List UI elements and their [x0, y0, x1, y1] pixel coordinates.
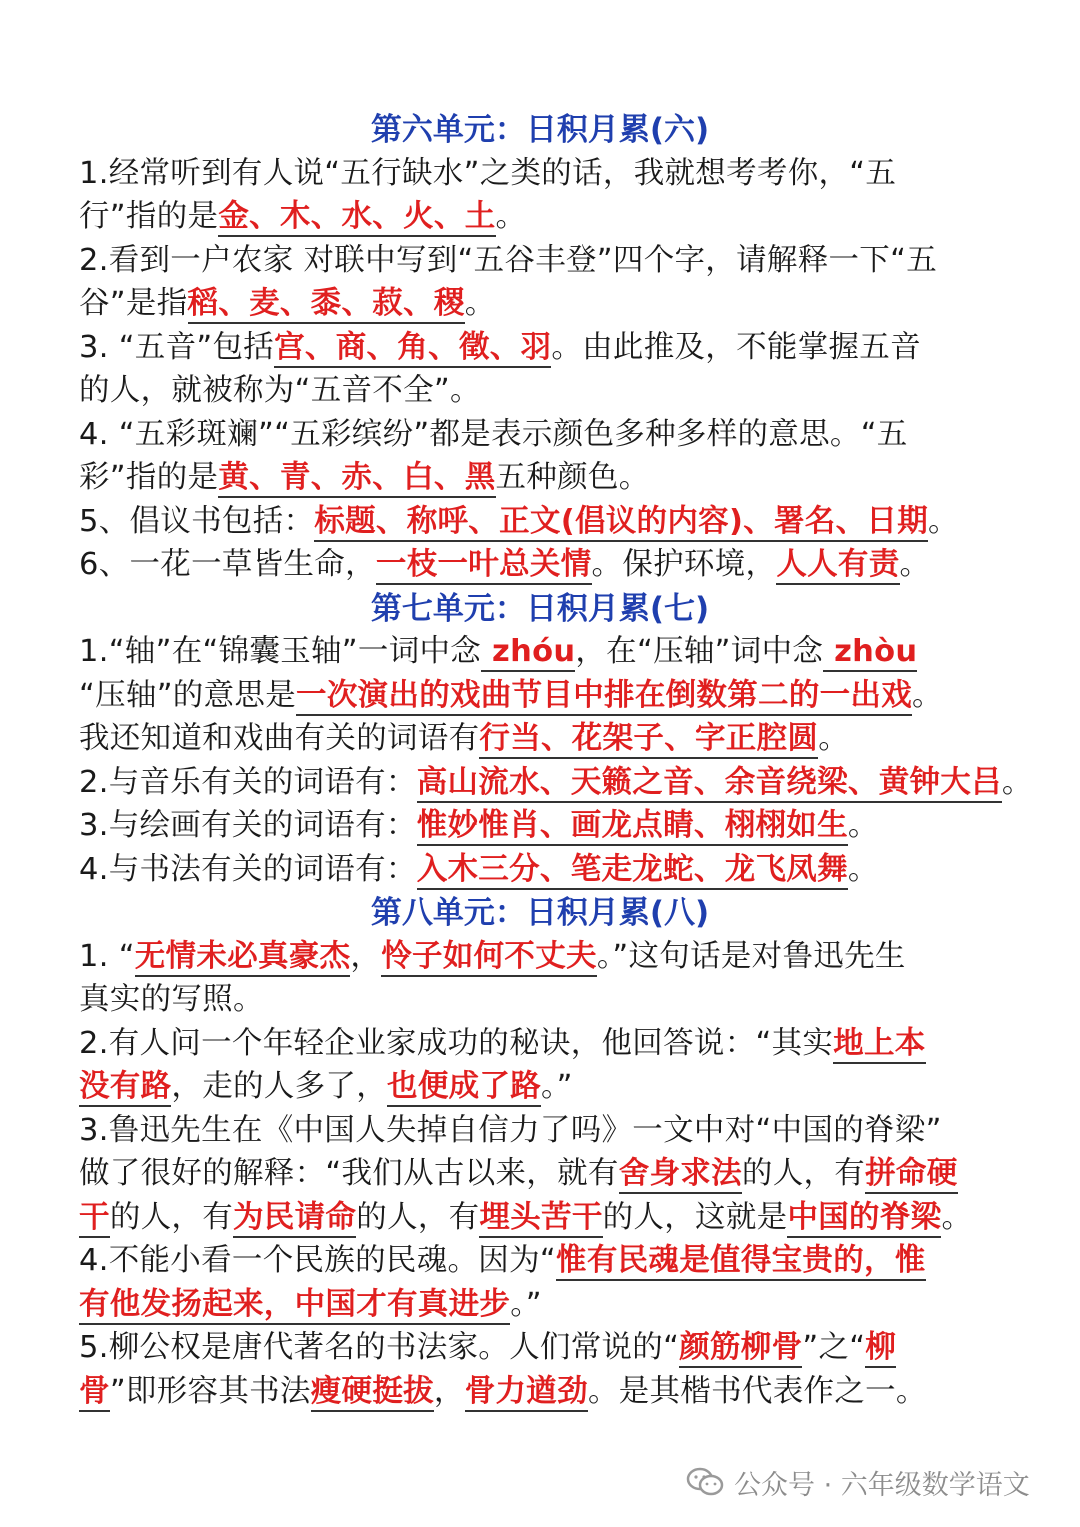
answer-blank: 一枝一叶总关情 [376, 547, 592, 585]
answer-blank: 惟妙惟肖、画龙点睛、栩栩如生 [417, 808, 848, 846]
text-line [79, 545, 930, 585]
answer-blank: 埋头苦干 [479, 1200, 602, 1238]
answer-blank: 行当、花架子、字正腔圆 [479, 721, 818, 759]
text-line [79, 197, 526, 237]
answer-blank: 一次演出的戏曲节目中排在倒数第二的一出戏 [296, 678, 912, 716]
text-segment: 6、一花一草皆生命， [79, 547, 376, 582]
text-segment: 1. “ [79, 938, 135, 974]
text-line [79, 1154, 958, 1194]
answer-blank: 没有路 [79, 1069, 171, 1107]
watermark-text: 公众号 · 六年级数学语文 [734, 1469, 1030, 1501]
section-heading: 第六单元：日积月累(六) [370, 112, 710, 148]
answer-blank: 舍身求法 [619, 1156, 742, 1194]
text-segment: 真实的写照。 [79, 982, 264, 1017]
text-segment: 2.有人问一个年轻企业家成功的秘诀，他回答说：“其实 [79, 1025, 834, 1061]
text-segment: 2.与音乐有关的词语有： [79, 764, 417, 800]
text-line [79, 806, 879, 846]
answer-blank: 标题、称呼、正文(倡议的内容)、署名、日期 [314, 504, 928, 542]
answer-blank: zhòu [823, 634, 917, 672]
text-segment: 3.鲁迅先生在《中国人失掉自信力了吗》一文中对“中国的脊梁” [79, 1112, 942, 1148]
answer-blank: 干 [79, 1200, 110, 1238]
text-line [79, 1241, 926, 1281]
text-line [79, 1198, 972, 1238]
text-segment: 行”指的是 [79, 199, 219, 234]
text-line [79, 328, 921, 368]
answer-blank: 惟有民魂是值得宝贵的，惟 [556, 1243, 926, 1281]
text-segment: 4.不能小看一个民族的民魂。因为“ [79, 1243, 557, 1278]
text-line [79, 1372, 927, 1412]
answer-blank: 拼命硬 [865, 1156, 957, 1194]
text-segment: “压轴”的意思是 [79, 677, 297, 713]
text-segment: 。 [1001, 764, 1033, 800]
text-segment: 做了很好的解释：“我们从古以来，就有 [79, 1156, 619, 1191]
text-segment: 。” [510, 1286, 542, 1322]
text-segment: 1.“轴”在“锦囊玉轴”一词中念 [79, 634, 482, 669]
text-segment: 2.看到一户农家 对联中写到“五谷丰登”四个字，请解释一下“五 [79, 242, 937, 278]
answer-blank: 宫、商、角、徵、羽 [274, 330, 551, 368]
text-line [79, 415, 908, 455]
text-segment: 。是其楷书代表作之一。 [587, 1373, 927, 1409]
text-segment: 。 [899, 547, 931, 582]
text-line [79, 719, 849, 759]
answer-blank: 怜子如何不丈夫 [381, 939, 597, 977]
section-heading: 第八单元：日积月累(八) [370, 895, 710, 931]
answer-blank: 稻、麦、黍、菽、稷 [188, 286, 465, 324]
text-segment: ，在“压轴”词中念 [575, 634, 824, 669]
text-segment: ，走的人多了， [171, 1069, 388, 1104]
text-line [79, 763, 1033, 803]
answer-blank: 颜筋柳骨 [679, 1330, 802, 1368]
text-segment: 。由此推及，不能掌握五音 [551, 329, 921, 365]
text-segment: ， [350, 938, 382, 974]
text-line [79, 850, 879, 890]
text-line [79, 632, 917, 672]
answer-blank: 骨 [79, 1374, 110, 1412]
text-segment: 的人，有 [741, 1156, 866, 1191]
answer-blank: 也便成了路 [387, 1069, 541, 1107]
text-segment: 。 [495, 199, 527, 234]
answer-blank: 无情未必真豪杰 [135, 939, 351, 977]
answer-blank: 地上本 [833, 1026, 925, 1064]
text-line [79, 1285, 542, 1325]
answer-blank: 入木三分、笔走龙蛇、龙飞凤舞 [417, 852, 848, 890]
text-segment: 1.经常听到有人说“五行缺水”之类的话，我就想考考你，“五 [79, 155, 897, 191]
text-line [79, 1067, 573, 1107]
text-segment: 五种颜色。 [495, 460, 650, 495]
text-line [79, 371, 481, 411]
text-segment: 。保护环境， [591, 547, 777, 582]
text-segment: 3.与绘画有关的词语有： [79, 808, 417, 843]
answer-blank: 高山流水、天籁之音、余音绕梁、黄钟大吕 [417, 765, 1002, 803]
text-segment: 。 [818, 721, 850, 756]
wechat-icon [686, 1467, 724, 1497]
text-segment: 我还知道和戏曲有关的词语有 [79, 721, 480, 756]
text-segment: 5、倡议书包括： [79, 503, 315, 539]
text-segment: 。 [928, 503, 959, 539]
text-segment: 。 [464, 286, 496, 321]
answer-blank: 金、木、水、火、土 [218, 199, 495, 237]
watermark [686, 1462, 1030, 1502]
answer-blank: 中国的脊梁 [787, 1200, 941, 1238]
text-segment: 的人，就被称为“五音不全”。 [79, 373, 481, 408]
text-line [79, 980, 264, 1020]
text-segment: 的人，有 [356, 1199, 480, 1235]
text-segment: 谷”是指 [79, 286, 188, 321]
text-segment: ”即形容其书法 [109, 1373, 311, 1409]
answer-blank: 人人有责 [776, 547, 899, 585]
answer-blank: 柳 [865, 1330, 896, 1368]
text-line [79, 937, 906, 977]
text-segment: ”之“ [802, 1330, 866, 1365]
section-heading: 第七单元：日积月累(七) [370, 590, 710, 627]
text-segment: 。” [541, 1069, 573, 1104]
text-segment: 。 [912, 677, 943, 713]
text-line [79, 1111, 942, 1151]
text-segment: 。”这句话是对鲁迅先生 [596, 938, 906, 974]
text-segment: 。 [941, 1199, 973, 1235]
text-line [79, 1024, 926, 1064]
answer-blank: 瘦硬挺拔 [311, 1374, 434, 1412]
answer-blank: 骨力遒劲 [465, 1374, 588, 1412]
text-segment: 3. “五音”包括 [79, 329, 275, 365]
text-line [79, 458, 650, 498]
text-segment: 的人，这就是 [602, 1199, 788, 1235]
text-segment: 的人，有 [109, 1199, 234, 1235]
text-line [79, 241, 937, 281]
text-segment: 。 [847, 808, 879, 843]
answer-blank: 有他发扬起来，中国才有真进步 [79, 1287, 510, 1325]
text-line [79, 676, 943, 716]
text-segment: 5.柳公权是唐代著名的书法家。人们常说的“ [79, 1330, 680, 1365]
text-segment: 。 [847, 851, 879, 887]
text-segment: 4. “五彩斑斓”“五彩缤纷”都是表示颜色多种多样的意思。“五 [79, 416, 908, 452]
answer-blank: zhóu [481, 634, 575, 672]
text-segment: 彩”指的是 [79, 460, 219, 495]
text-line [79, 154, 896, 194]
text-line [79, 502, 959, 542]
answer-blank: 黄、青、赤、白、黑 [218, 460, 495, 498]
answer-blank: 为民请命 [233, 1200, 356, 1238]
text-line [79, 1328, 896, 1368]
text-segment: 4.与书法有关的词语有： [79, 851, 417, 887]
text-segment: ， [433, 1373, 465, 1409]
text-line [79, 284, 496, 324]
